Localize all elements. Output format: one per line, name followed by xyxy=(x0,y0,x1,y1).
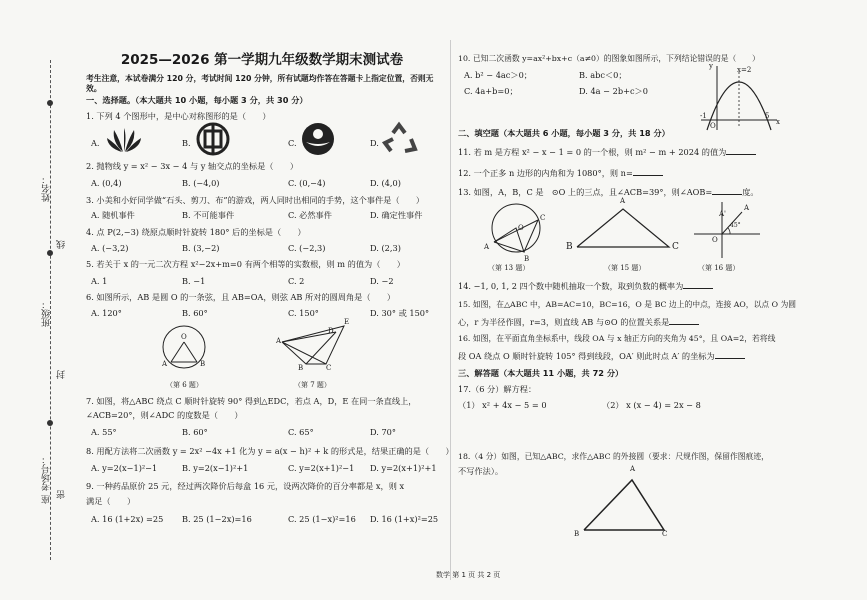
answer-blank[interactable] xyxy=(683,280,713,289)
q17-head: 17.（6 分）解方程： xyxy=(458,384,537,394)
q9-opt-a: A. 16 (1+2x) =25 xyxy=(91,514,164,524)
fig15-label-a: A xyxy=(620,197,626,205)
q2-opt-d: D. (4,0) xyxy=(370,178,401,188)
left-column xyxy=(76,0,454,600)
q8-opt-c: C. y=2(x+1)²−1 xyxy=(288,463,355,473)
q1-opt-a: A. xyxy=(91,138,100,148)
q2-opt-a: A. (0,4) xyxy=(91,178,122,188)
q18-triangle xyxy=(580,476,668,534)
figure-15-triangle xyxy=(569,205,679,253)
name-label: 姓名： xyxy=(42,175,52,202)
q3-opt-d: D. 确定性事件 xyxy=(370,210,423,220)
q6-opt-a: A. 120° xyxy=(91,308,122,318)
figure-7-caption: （第 7 题） xyxy=(294,381,331,389)
room-label: 考场号： xyxy=(42,455,52,491)
fig6-label-o: O xyxy=(181,333,187,341)
q9-line1: 9. 一种药品原价 25 元，经过两次降价后每盒 16 元，设两次降价的百分率都是 x，则 x xyxy=(86,481,405,491)
figure-13-caption: （第 13 题） xyxy=(488,264,530,272)
q5-opt-a: A. 1 xyxy=(91,276,108,286)
q9-opt-d: D. 16 (1+x)²=25 xyxy=(370,514,439,524)
right-column xyxy=(454,0,859,600)
q12-text xyxy=(458,167,663,178)
figure-13-circle xyxy=(484,200,548,260)
class-label: 班级： xyxy=(42,300,52,327)
q5-text: 5. 若关于 x 的一元二次方程 x²−2x+m=0 有两个相等的实数根，则 m 的值为（ ） xyxy=(86,259,405,269)
q1-opt-b: B. xyxy=(182,138,191,148)
q5-opt-d: D. −2 xyxy=(370,276,394,286)
fig7-label-d: D xyxy=(328,327,334,335)
q8-opt-b: B. y=2(x−1)²+1 xyxy=(182,463,249,473)
q14-body: 14. −1, 0, 1, 2 四个数中随机抽取一个数，取到负数的概率为 xyxy=(458,281,684,291)
q6-opt-c: C. 150° xyxy=(288,308,319,318)
exam-notice: 考生注意，本试卷满分 120 分，考试时间 120 分钟，所有试题均作答在答题卡上指定位置，否则无效。 xyxy=(86,74,434,93)
q11-text xyxy=(458,146,756,157)
fig16-label-aprime: A' xyxy=(719,210,726,218)
q18-label-c: C xyxy=(662,530,668,538)
fig6-label-b: B xyxy=(200,360,206,368)
q10-opt-d: D. 4a − 2b+c＞0 xyxy=(579,86,648,96)
q18-label-a: A xyxy=(630,465,636,473)
q7-line2: ∠ACB=20°，则∠ADC 的度数是（ ） xyxy=(86,410,243,420)
q11-body: 11. 若 m 是方程 x² − x − 1 = 0 的一个根，则 m² − m + 2024 的值为 xyxy=(458,147,727,157)
q7-opt-b: B. 60° xyxy=(182,427,208,437)
q18-label-b: B xyxy=(574,530,580,538)
swirl-logo-icon xyxy=(301,122,335,156)
q5-opt-c: C. 2 xyxy=(288,276,305,286)
fig15-label-c: C xyxy=(672,242,679,252)
q4-opt-b: B. (3,−2) xyxy=(182,243,220,253)
q17-part2: （2） x (x − 4) = 2x − 8 xyxy=(602,400,701,410)
q4-text: 4. 点 P(2,−3) 绕原点顺时针旋转 180° 后的坐标是（ ） xyxy=(86,227,306,237)
fig16-label-o: O xyxy=(712,236,718,244)
q14-text xyxy=(458,280,713,291)
q3-opt-c: C. 必然事件 xyxy=(288,210,332,220)
seat-label: 座 xyxy=(42,495,52,504)
q10-opt-c: C. 4a+b=0； xyxy=(464,86,518,96)
page-footer: 数学 第 1 页 共 2 页 xyxy=(436,571,501,579)
q16-body: 段 OA 绕点 O 顺时针旋转 105° 得到线段，OA′ 则此时点 A′ 的坐标为 xyxy=(458,351,715,361)
q4-opt-c: C. (−2,3) xyxy=(288,243,326,253)
fig7-label-e: E xyxy=(344,318,350,326)
q10-opt-a: A. b² − 4ac＞0； xyxy=(464,70,532,80)
q15-line1: 15. 如图，在△ABC 中，AB=AC=10，BC=16，O 是 BC 边上的中点，连接 AO，以点 O 为圆 xyxy=(458,300,797,309)
q2-opt-c: C. (0,−4) xyxy=(288,178,326,188)
fig16-label-angle: 45° xyxy=(730,222,741,229)
fig13-label-b: B xyxy=(524,255,530,263)
q8-opt-a: A. y=2(x−1)²−1 xyxy=(91,463,158,473)
answer-blank[interactable] xyxy=(633,167,663,176)
fig13-label-o: O xyxy=(518,224,524,232)
seal-char-feng: 封 xyxy=(57,370,67,379)
section1-heading: 一、选择题。（本大题共 10 小题，每小题 3 分，共 30 分） xyxy=(86,95,308,105)
q2-text: 2. 抛物线 y = x² − 3x − 4 与 y 轴交点的坐标是（ ） xyxy=(86,161,299,171)
answer-blank[interactable] xyxy=(712,186,742,195)
binding-margin xyxy=(0,0,67,600)
lotus-logo-icon xyxy=(106,122,142,156)
fig7-label-a: A xyxy=(276,337,282,345)
fig6-label-a: A xyxy=(162,360,168,368)
q13-text xyxy=(458,186,759,197)
fig13-label-a: A xyxy=(484,243,490,251)
q13-tail: 度。 xyxy=(742,187,759,197)
fig13-label-c: C xyxy=(540,214,546,222)
q6-text: 6. 如图所示，AB 是圆 O 的一条弦，且 AB=OA，则弦 AB 所对的圆周角是（ ） xyxy=(86,292,396,302)
q6-opt-b: B. 60° xyxy=(182,308,208,318)
q9-line2: 满足（ ） xyxy=(86,496,136,506)
figure-16-axes xyxy=(692,200,762,260)
q1-opt-c: C. xyxy=(288,138,297,148)
exam-title: 2025—2026 第一学期九年级数学期末测试卷 xyxy=(120,52,404,68)
q18-line1: 18.（4 分）如图，已知△ABC，求作△ABC 的外接圆（要求：尺规作图，保留作图痕迹， xyxy=(458,452,769,461)
q13-body: 13. 如图，A，B，C 是 ⊙O 上的三点，且∠ACB=39°，则∠AOB= xyxy=(458,187,713,197)
section2-heading: 二、填空题（本大题共 6 小题，每小题 3 分，共 18 分） xyxy=(458,128,670,138)
fig15-label-b: B xyxy=(566,242,573,252)
q15-line2 xyxy=(458,316,699,327)
seal-char-mi: 密 xyxy=(57,490,67,499)
q1-text: 1. 下列 4 个图形中，是中心对称图形的是（ ） xyxy=(86,111,271,121)
q3-text: 3. 小美和小好同学做“石头、剪刀、布”的游戏，两人同时出相同的手势，这个事件是（ ） xyxy=(86,195,425,205)
answer-blank[interactable] xyxy=(669,316,699,325)
section3-heading: 三、解答题（本大题共 11 小题，共 72 分） xyxy=(458,368,624,378)
fig16-label-a: A xyxy=(744,204,750,212)
q7-opt-c: C. 65° xyxy=(288,427,314,437)
q10-text: 10. 已知二次函数 y=ax²+bx+c（a≠0）的图象如图所示，下列结论错误的是（ ） xyxy=(458,54,760,63)
figure-7-triangles xyxy=(276,320,356,370)
q10-graph-label-axis: x=2 xyxy=(737,66,752,74)
q16-line2 xyxy=(458,350,745,361)
q10-opt-b: B. abc＜0； xyxy=(579,70,627,80)
q9-opt-c: C. 25 (1−x)²=16 xyxy=(288,514,356,524)
q10-graph-label-neg1: -1 xyxy=(700,112,707,120)
bank-logo-icon xyxy=(196,122,230,156)
fig7-label-c: C xyxy=(326,364,332,372)
figure-15-caption: （第 15 题） xyxy=(604,264,646,272)
margin-dot xyxy=(47,250,53,256)
q9-opt-b: B. 25 (1−2x)=16 xyxy=(182,514,252,524)
q2-opt-b: B. (−4,0) xyxy=(182,178,220,188)
seal-char-xian: 线 xyxy=(57,240,67,249)
q12-body: 12. 一个正多 n 边形的内角和为 1080°，则 n= xyxy=(458,168,633,178)
q3-opt-b: B. 不可能事件 xyxy=(182,210,235,220)
margin-dot xyxy=(47,420,53,426)
q10-graph-label-x: x xyxy=(776,118,780,126)
figure-6-caption: （第 6 题） xyxy=(166,381,203,389)
q4-opt-d: D. (2,3) xyxy=(370,243,401,253)
q7-line1: 7. 如图，将△ABC 绕点 C 顺时针旋转 90° 得到△EDC，若点 A，D，E 在同一条直线上， xyxy=(86,396,417,406)
q17-part1: （1） x² + 4x − 5 = 0 xyxy=(458,400,547,410)
q8-opt-d: D. y=2(x+1)²+1 xyxy=(370,463,437,473)
q16-line1: 16. 如图，在平面直角坐标系中，线段 OA 与 x 轴正方向的夹角为 45°，且 OA=2，若将线 xyxy=(458,334,776,343)
q18-line2: 不写作法）。 xyxy=(458,466,504,476)
answer-blank[interactable] xyxy=(726,146,756,155)
answer-blank[interactable] xyxy=(715,350,745,359)
q10-graph-label-o: O xyxy=(710,122,716,130)
q15-body: 心，r 为半径作圆，r=3，则直线 AB 与⊙O 的位置关系是 xyxy=(458,317,670,327)
q6-opt-d: D. 30° 或 150° xyxy=(370,308,430,318)
column-divider xyxy=(450,40,451,580)
q3-opt-a: A. 随机事件 xyxy=(91,210,135,220)
recycle-icon xyxy=(383,121,419,157)
q7-opt-d: D. 70° xyxy=(370,427,396,437)
q8-text: 8. 用配方法将二次函数 y = 2x² −4x +1 化为 y = a(x − h)² + k 的形式是，结果正确的是（ ） xyxy=(86,446,454,456)
q7-opt-a: A. 55° xyxy=(91,427,117,437)
fig7-label-b: B xyxy=(298,364,304,372)
q10-graph-label-y: y xyxy=(709,62,713,70)
q1-opt-d: D. xyxy=(370,138,379,148)
q4-opt-a: A. (−3,2) xyxy=(91,243,129,253)
margin-dot xyxy=(47,100,53,106)
q5-opt-b: B. −1 xyxy=(182,276,206,286)
figure-16-caption: （第 16 题） xyxy=(698,264,740,272)
q10-graph-label-5: 5 xyxy=(765,112,770,120)
